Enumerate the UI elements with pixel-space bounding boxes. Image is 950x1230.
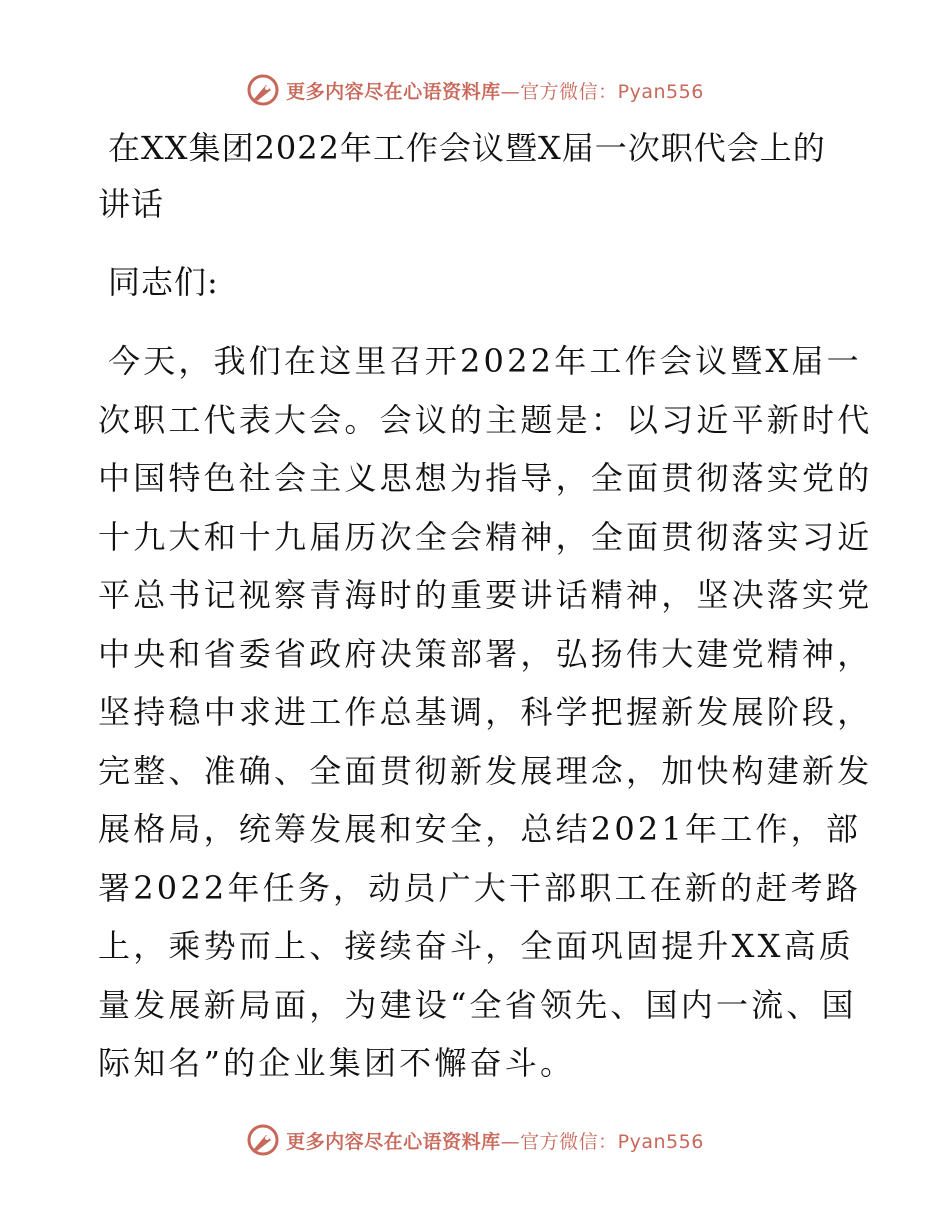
document-title (98, 120, 850, 232)
body-line: 量发展新局面，为建设“全省领先、国内一流、国 (98, 985, 857, 1024)
body-line: 中国特色社会主义思想为指导，全面贯彻落实党的 (98, 459, 873, 497)
watermark-main-text: 更多内容尽在心语资料库 (286, 1130, 501, 1153)
greeting: 同志们: (108, 263, 219, 301)
body-line: 中央和省委省政府决策部署，弘扬伟大建党精神， (98, 634, 873, 673)
body-line: 十九大和十九届历次全会精神，全面贯彻落实习近 (98, 517, 873, 556)
body-line: 署2022年任务，动员广大干部职工在新的赶考路 (98, 868, 862, 907)
body-line: 今天，我们在这里召开2022年工作会议暨X届一 (108, 342, 862, 380)
title-line-2: 讲话 (98, 185, 165, 223)
watermark-main-text: 更多内容尽在心语资料库 (286, 80, 501, 103)
watermark-sub-text: —官方微信：Pyan556 (500, 80, 704, 103)
footer-watermark (0, 1120, 950, 1160)
body-line: 完整、准确、全面贯彻新发展理念，加快构建新发 (98, 751, 873, 790)
body-paragraph (98, 332, 873, 1093)
pen-nib-circle-icon (246, 1123, 280, 1157)
pen-nib-circle-icon (246, 73, 280, 107)
body-line: 平总书记视察青海时的重要讲话精神，坚决落实党 (98, 576, 873, 614)
document-body (98, 120, 873, 1093)
body-line: 上，乘势而上、接续奋斗，全面巩固提升XX高质 (98, 927, 854, 965)
header-watermark (0, 70, 950, 110)
watermark-sub-text: —官方微信：Pyan556 (500, 1130, 704, 1153)
body-line: 际知名”的企业集团不懈奋斗。 (98, 1044, 576, 1082)
body-line: 次职工代表大会。会议的主题是：以习近平新时代 (98, 400, 873, 439)
body-line: 展格局，统筹发展和安全，总结2021年工作，部 (98, 810, 862, 848)
title-line-1: 在XX集团2022年工作会议暨X届一次职代会上的 (108, 129, 826, 167)
body-line: 坚持稳中求进工作总基调，科学把握新发展阶段， (98, 693, 873, 731)
